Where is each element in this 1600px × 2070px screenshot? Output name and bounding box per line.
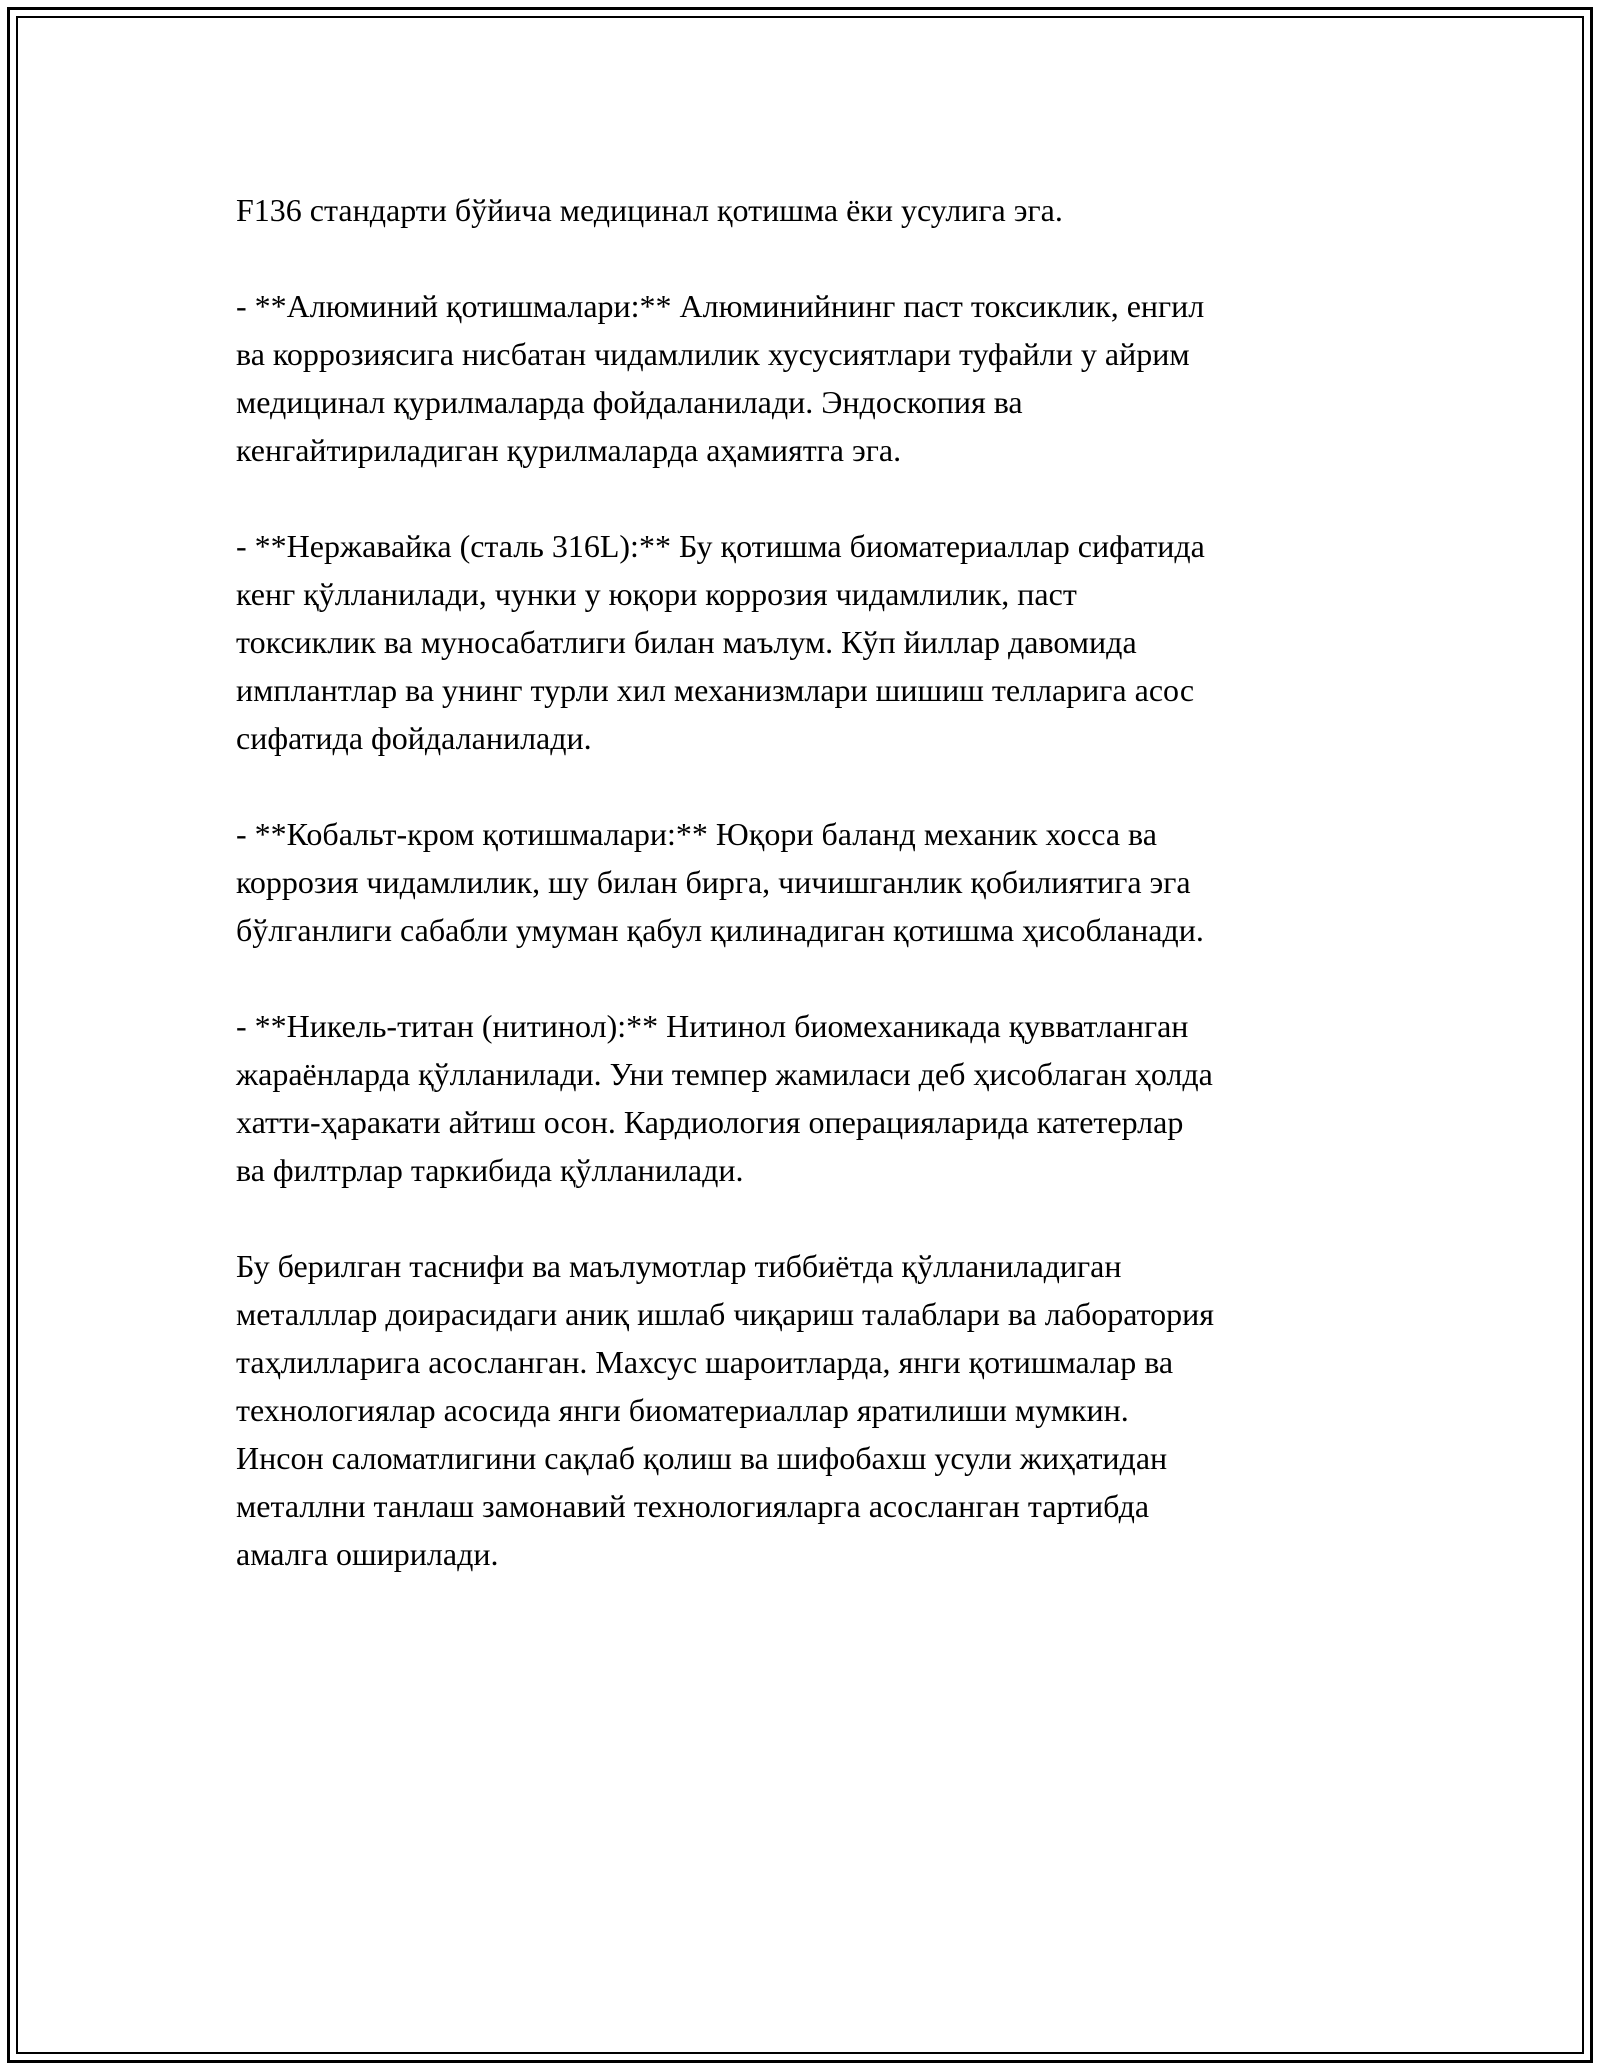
intro-paragraph: F136 стандарти бўйича медицинал қотишма ёки усулига эга. xyxy=(236,192,1063,228)
stainless-steel-paragraph: - **Нержавайка (сталь 316L):** Бу қотишма биоматериаллар сифатида кенг қўлланилади, чунки у юқори коррозия чидамлилик, паст токсиклик ва муносабатлиги билан маълум. Кўп йиллар давомида имплантлар ва унинг турли хил механизмлари шишиш телларига асос сифатида фойдаланилади. xyxy=(236,528,1205,756)
nickel-titanium-paragraph: - **Никель-титан (нитинол):** Нитинол биомеханикада қувватланган жараёнларда қўлланилади. Уни темпер жамиласи деб ҳисоблаган ҳолда хатти-ҳаракати айтиш осон. Кардиология операцияларида катетерлар ва филтрлар таркибида қўлланилади. xyxy=(236,1008,1213,1188)
cobalt-chrome-paragraph: - **Кобальт-кром қотишмалари:** Юқори баланд механик хосса ва коррозия чидамлилик, шу билан бирга, чичишганлик қобилиятига эга бўлганлиги сабабли умуман қабул қилинадиган қотишма ҳисобланади. xyxy=(236,816,1204,948)
conclusion-paragraph: Бу берилган таснифи ва маълумотлар тиббиётда қўлланиладиган металллар доирасидаги аниқ ишлаб чиқариш талаблари ва лаборатория таҳлилларига асосланган. Махсус шароитларда, янги қотишмалар ва технологиялар асосида янги биоматериаллар яратилиши мумкин. Инсон саломатлигини сақлаб қолиш ва шифобахш усули жиҳатидан металлни танлаш замонавий технологияларга асосланган тартибда амалга оширилади. xyxy=(236,1248,1214,1572)
aluminum-alloys-paragraph: - **Алюминий қотишмалари:** Алюминийнинг паст токсиклик, енгил ва коррозиясига нисбатан чидамлилик хусусиятлари туфайли у айрим медицинал қурилмаларда фойдаланилади. Эндоскопия ва кенгайтириладиган қурилмаларда аҳамиятга эга. xyxy=(236,288,1205,468)
document-body xyxy=(236,186,1376,1626)
